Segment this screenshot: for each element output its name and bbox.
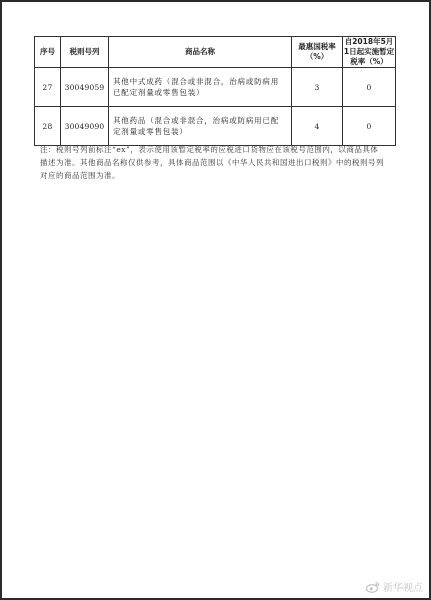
tariff-table — [34, 36, 396, 146]
table-row — [35, 68, 396, 107]
row-code: 30049090 — [61, 107, 109, 146]
table-header-row — [35, 37, 396, 68]
row-name: 其他药品（混合或非混合，治病或防病用已配定剂量或零售包装） — [109, 107, 292, 146]
header-code: 税则号列 — [61, 37, 109, 68]
page-border-left — [0, 0, 2, 600]
page-border-top — [0, 0, 431, 2]
row-seq: 27 — [35, 68, 61, 107]
table-row — [35, 107, 396, 146]
footnote: 注：税则号列前标注“ex”，表示使用该暂定税率的应税进口货物应在该税号范围内，以商品具体描述为准。其他商品名称仅供参考，具体商品范围以《中华人民共和国进出口税则》中的税则号列对应的商品范围为准。 — [40, 145, 384, 180]
header-provisional-rate: 自2018年5月1日起实施暂定税率（%） — [343, 37, 395, 66]
watermark — [366, 579, 423, 594]
header-name: 商品名称 — [109, 37, 292, 68]
row-code: 30049059 — [61, 68, 109, 107]
row-provisional-rate: 0 — [343, 107, 396, 146]
row-mfn-rate: 4 — [292, 107, 343, 146]
row-provisional-rate: 0 — [343, 68, 396, 107]
weibo-icon — [366, 581, 380, 593]
row-name: 其他中式成药（混合或非混合，治病或防病用已配定剂量或零售包装） — [109, 68, 292, 107]
watermark-text: 新华视点 — [383, 583, 423, 594]
header-seq: 序号 — [35, 37, 61, 68]
header-mfn-rate: 最惠国税率（%） — [292, 37, 343, 68]
row-mfn-rate: 3 — [292, 68, 343, 107]
row-seq: 28 — [35, 107, 61, 146]
